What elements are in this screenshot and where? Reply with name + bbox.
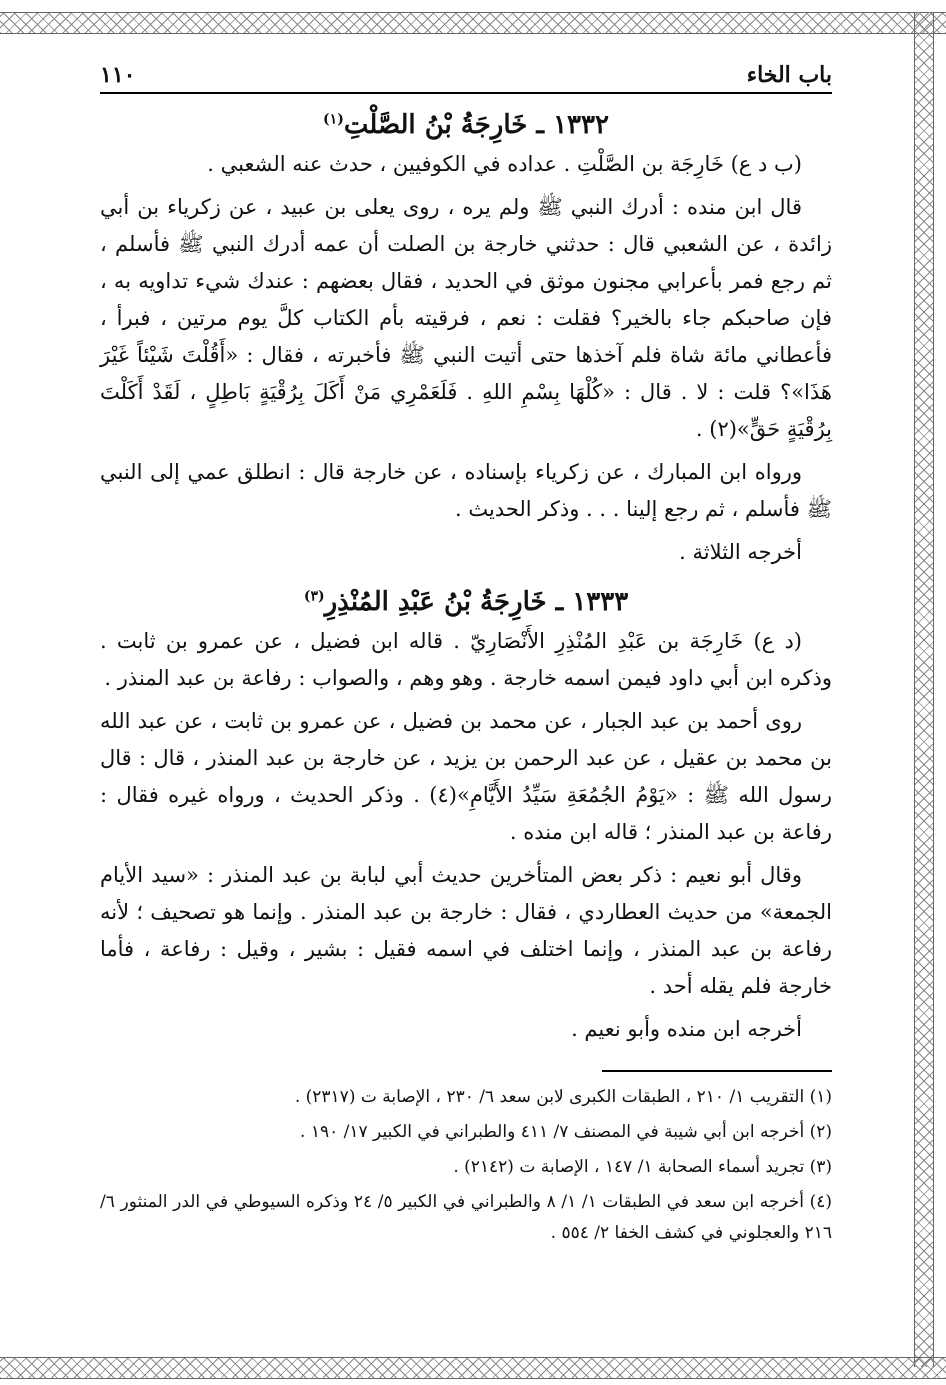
paragraph: أخرجه الثلاثة .	[679, 540, 802, 564]
decorative-border-top	[0, 12, 946, 34]
footnote: (٤) أخرجه ابن سعد في الطبقات ١/ ١/ ٨ والطبراني في الكبير ٥/ ٢٤ وذكره السيوطي في الدر المنثور ٦/ ٢١٦ والعجلوني في كشف الخفا ٢/ ٥٥٤ .	[100, 1192, 832, 1243]
decorative-border-right	[914, 12, 934, 1367]
running-header	[100, 62, 832, 94]
chapter-title: باب الخاء	[746, 62, 832, 88]
footnote-ref: (٣)	[303, 588, 325, 605]
paragraph: قال ابن منده : أدرك النبي ﷺ ولم يره ، روى يعلى بن عبيد ، عن زكرياء بن أبي زائدة ، عن الشعبي قال : حدثني خارجة بن الصلت أن عمه أدرك النبي ﷺ فأسلم ، ثم رجع فمر بأعرابي مجنون موثق في الحديد ، فقال بعضهم : عندك شيء تداويه به ، فإن صاحبكم جاء بالخير؟ فقلت : نعم ، فرقيته بأم الكتاب كلَّ يوم مرتين ، فبرأ ، فأعطاني مائة شاة فلم آخذها حتى أتيت النبي ﷺ فأخبرته ، فقال : «أَقُلْتَ شَيْئاً غَيْرَ هَذَا»؟ قلت : لا . قال : «كُلْهَا بِسْمِ اللهِ . فَلَعَمْرِي مَنْ أَكَلَ بِرُقْيَةٍ بَاطِلٍ ، لَقَدْ أَكَلْتَ بِرُقْيَةٍ حَقٍّ»(٢) .	[100, 195, 832, 441]
page-number: ١١٠	[100, 62, 136, 88]
entry-title	[100, 587, 832, 617]
paragraph: (ب د ع) خَارِجَة بن الصَّلْتِ . عداده في الكوفيين ، حدث عنه الشعبي .	[207, 152, 802, 176]
footnote: (٢) أخرجه ابن أبي شيبة في المصنف ٧/ ٤١١ والطبراني في الكبير ١٧/ ١٩٠ .	[300, 1122, 832, 1142]
page-content	[100, 62, 832, 1253]
footnotes	[100, 1082, 832, 1249]
footnote: (٣) تجريد أسماء الصحابة ١/ ١٤٧ ، الإصابة ت (٢١٤٢) .	[453, 1157, 832, 1177]
paragraph: روى أحمد بن عبد الجبار ، عن محمد بن فضيل ، عن عمرو بن ثابت ، عن عبد الله بن محمد بن عقيل ، عن عبد الرحمن بن يزيد ، عن خارجة بن عبد المنذر ، قال : قال رسول الله ﷺ : «يَوْمُ الجُمُعَةِ سَيِّدُ الأَيَّامِ»(٤) . وذكر الحديث ، ورواه غيره فقال : رفاعة بن عبد المنذر ؛ قاله ابن منده .	[100, 709, 832, 844]
paragraph: ورواه ابن المبارك ، عن زكرياء بإسناده ، عن خارجة قال : انطلق عمي إلى النبي ﷺ فأسلم ، ثم رجع إلينا . . . وذكر الحديث .	[100, 460, 832, 521]
footnote-ref: (١)	[323, 111, 344, 128]
decorative-border-bottom	[0, 1357, 946, 1379]
paragraph: وقال أبو نعيم : ذكر بعض المتأخرين حديث أبي لبابة بن عبد المنذر : «سيد الأيام الجمعة» من حديث العطاردي ، فقال : خارجة بن عبد المنذر . وإنما هو تصحيف ؛ لأنه رفاعة بن عبد المنذر ، وإنما اختلف في اسمه فقيل : بشير ، وقيل : رفاعة ، فأما خارجة فلم يقله أحد .	[100, 863, 832, 998]
entry-title-text: ١٣٣٣ ـ خَارِجَةُ بْنُ عَبْدِ المُنْذِرِ	[324, 587, 629, 617]
entry-title	[100, 110, 832, 140]
footnote: (١) التقريب ١/ ٢١٠ ، الطبقات الكبرى لابن سعد ٦/ ٢٣٠ ، الإصابة ت (٢٣١٧) .	[294, 1087, 832, 1107]
entry-title-text: ١٣٣٢ ـ خَارِجَةُ بْنُ الصَّلْتِ	[343, 110, 609, 140]
paragraph: أخرجه ابن منده وأبو نعيم .	[571, 1017, 802, 1041]
footnote-divider	[602, 1070, 832, 1072]
paragraph: (د ع) خَارِجَة بن عَبْدِ المُنْذِرِ الأَنْصَارِيّ . قاله ابن فضيل ، عن عمرو بن ثابت . وذكره ابن أبي داود فيمن اسمه خارجة . وهو وهم ، والصواب : رفاعة بن عبد المنذر .	[100, 629, 832, 690]
